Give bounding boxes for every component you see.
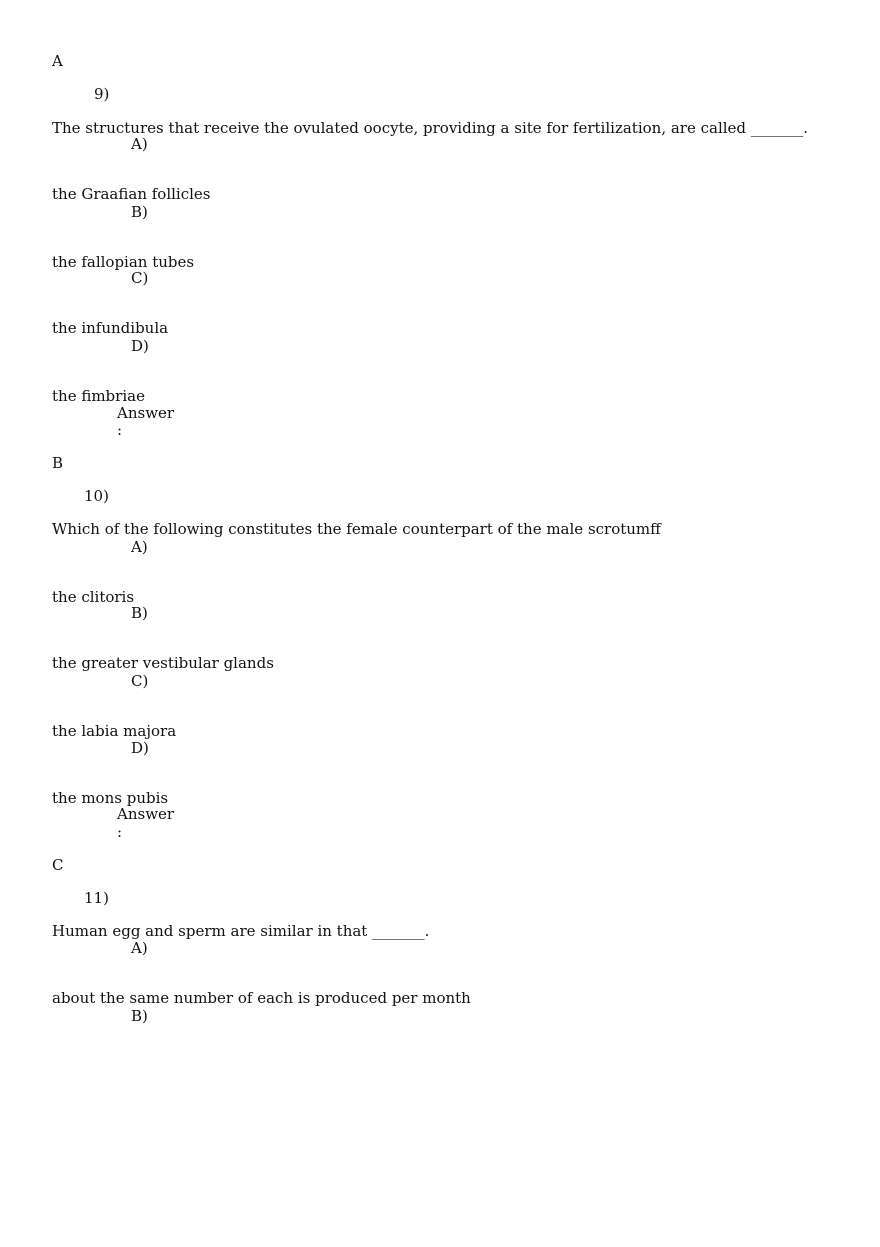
answer-colon: : xyxy=(117,823,123,841)
question-stem: The structures that receive the ovulated oocyte, providing a site for fertilization, are called _______. xyxy=(52,119,809,137)
option-text: the clitoris xyxy=(52,588,135,606)
option-text: the Graafian follicles xyxy=(52,185,211,203)
option-letter: B) xyxy=(131,203,148,221)
option-letter: A) xyxy=(131,135,148,153)
answer-colon: : xyxy=(117,421,123,439)
question-stem: Human egg and sperm are similar in that _______. xyxy=(52,922,430,940)
option-text: the infundibula xyxy=(52,319,169,337)
answer-value: B xyxy=(52,454,64,472)
question-number: 11) xyxy=(84,889,109,907)
option-text: the labia majora xyxy=(52,722,177,740)
option-letter: C) xyxy=(131,269,149,287)
option-letter: A) xyxy=(131,538,148,556)
option-text: the mons pubis xyxy=(52,789,169,807)
option-text: the fallopian tubes xyxy=(52,253,195,271)
answer-value: C xyxy=(52,856,64,874)
previous-answer: A xyxy=(52,52,63,70)
option-letter: B) xyxy=(131,604,148,622)
question-number: 10) xyxy=(84,487,109,505)
answer-label: Answer xyxy=(117,805,175,823)
option-letter: D) xyxy=(131,739,149,757)
question-number: 9) xyxy=(94,85,110,103)
option-letter: A) xyxy=(131,939,148,957)
option-text: the greater vestibular glands xyxy=(52,654,274,672)
answer-label: Answer xyxy=(117,404,175,422)
option-text: about the same number of each is produced per month xyxy=(52,989,471,1007)
option-letter: B) xyxy=(131,1007,148,1025)
question-stem: Which of the following constitutes the female counterpart of the male scrotumff xyxy=(52,520,661,538)
option-letter: D) xyxy=(131,337,149,355)
option-letter: C) xyxy=(131,672,149,690)
option-text: the fimbriae xyxy=(52,387,145,405)
